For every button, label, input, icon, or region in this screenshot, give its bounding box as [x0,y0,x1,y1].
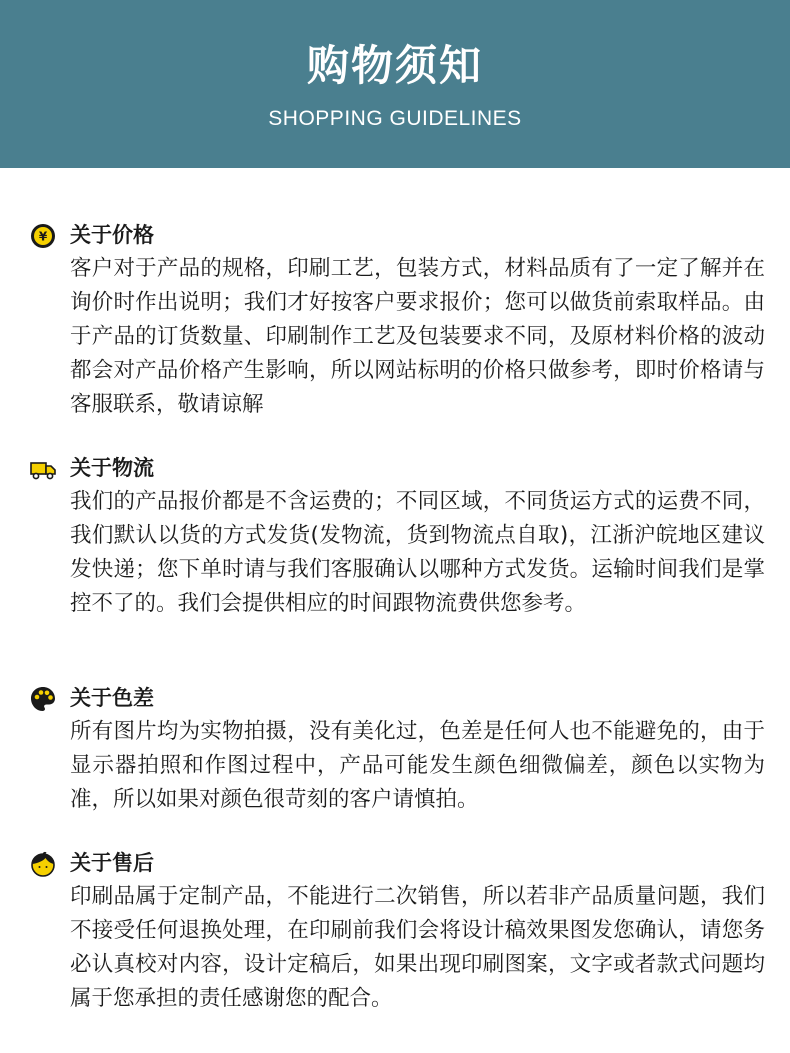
page-header [0,0,790,168]
page-subtitle: SHOPPING GUIDELINES [268,107,522,130]
section-logistics [30,451,765,621]
section-body: 我们的产品报价都是不含运费的；不同区域，不同货运方式的运费不同，我们默认以货的方式发货(发物流，货到物流点自取)，江浙沪皖地区建议发快递；您下单时请与我们客服确认以哪种方式发货。运输时间我们是掌控不了的。我们会提供相应的时间跟物流费供您参考。 [70,489,765,616]
page-title: 购物须知 [306,41,483,90]
yen-coin-icon [30,223,56,249]
section-body: 印刷品属于定制产品，不能进行二次销售，所以若非产品质量问题，我们不接受任何退换处理，在印刷前我们会将设计稿效果图发您确认，请您务必认真校对内容，设计定稿后，如果出现印刷图案，文字或者款式问题均属于您承担的责任感谢您的配合。 [70,884,765,1011]
section-body: 客户对于产品的规格，印刷工艺，包装方式，材料品质有了一定了解并在询价时作出说明；我们才好按客户要求报价；您可以做货前索取样品。由于产品的订货数量、印刷制作工艺及包装要求不同，及原材料价格的波动都会对产品价格产生影响，所以网站标明的价格只做参考，即时价格请与客服联系，敬请谅解 [70,256,765,417]
section-title: 关于物流 [70,456,154,480]
section-title: 关于色差 [70,686,154,710]
service-agent-icon [30,851,56,877]
section-color-difference [30,681,765,817]
section-heading [30,681,765,715]
truck-icon [30,456,56,482]
section-after-sales [30,846,765,1016]
palette-icon [30,686,56,712]
section-heading [30,451,765,485]
svg-text:¥: ¥ [38,229,48,244]
section-heading [30,846,765,880]
section-heading [30,218,765,252]
section-title: 关于价格 [70,223,154,247]
section-price [30,218,765,422]
section-body: 所有图片均为实物拍摄，没有美化过，色差是任何人也不能避免的，由于显示器拍照和作图过程中，产品可能发生颜色细微偏差，颜色以实物为准，所以如果对颜色很苛刻的客户请慎拍。 [70,719,765,812]
section-title: 关于售后 [70,851,154,875]
